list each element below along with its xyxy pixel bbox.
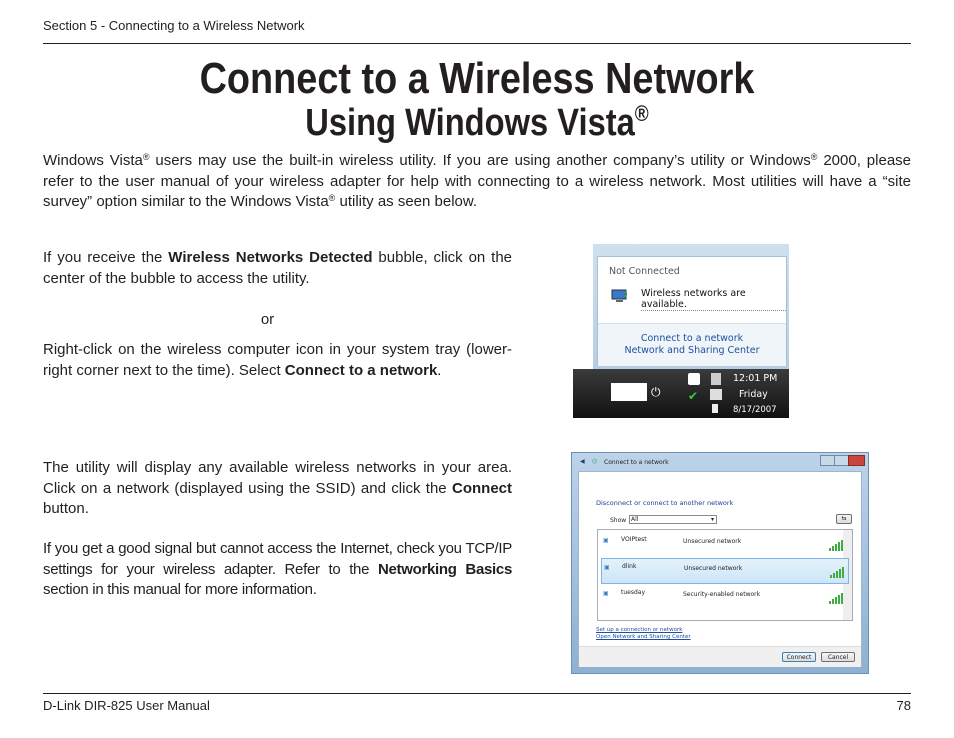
step1-paragraph2: Right-click on the wireless computer icon in your system tray (lower-right corner next to the time). Select Connect to a network. (43, 341, 512, 379)
computer-icon: ▣ (604, 564, 610, 571)
refresh-button[interactable]: ⇆ (836, 514, 852, 524)
tray-date: 8/17/2007 (733, 405, 777, 415)
wireless-tray-icon[interactable] (710, 389, 722, 400)
network-row-voiptest[interactable] (601, 532, 849, 558)
network-sharing-center-link[interactable]: Network and Sharing Center (624, 345, 760, 356)
footer-rule (43, 693, 911, 694)
network-security: Security-enabled network (683, 591, 761, 598)
page-subtitle: Using Windows Vista® (305, 101, 649, 144)
dialog-heading: Disconnect or connect to another network (596, 499, 734, 507)
step1-paragraph1: If you receive the Wireless Networks Detected bubble, click on the center of the bubble to access the utility. (43, 249, 513, 287)
section-header: Section 5 - Connecting to a Wireless Network (43, 18, 305, 33)
page-title: Connect to a Wireless Network (199, 54, 755, 103)
network-icon: ⌬ (592, 458, 598, 465)
show-dropdown[interactable]: All ▾ (629, 515, 717, 524)
tray-icon-1[interactable] (688, 373, 700, 385)
step2-paragraph1: The utility will display any available wireless networks in your area. Click on a network (displayed using the SSID) and click the Connect button. (43, 459, 512, 517)
setup-connection-link[interactable]: Set up a connection or network (596, 627, 683, 633)
network-ssid: tuesday (621, 589, 646, 596)
wireless-balloon[interactable] (597, 256, 787, 366)
balloon-message[interactable]: Wireless networks are available. (641, 288, 786, 311)
close-button[interactable] (848, 455, 865, 466)
show-label: Show (610, 517, 627, 524)
tray-time: 12:01 PM (733, 373, 778, 384)
network-ssid: VOIPtest (621, 536, 647, 543)
tray-icon-2[interactable] (711, 373, 721, 385)
network-row-dlink[interactable] (601, 558, 849, 584)
cancel-button[interactable]: Cancel (821, 652, 855, 662)
registered-mark: ® (634, 101, 649, 126)
signal-strength-icon (829, 540, 843, 551)
window-pane (578, 471, 862, 667)
signal-strength-icon (830, 567, 844, 578)
signal-strength-icon (829, 593, 843, 604)
chevron-down-icon: ▾ (710, 516, 714, 523)
shield-check-icon[interactable]: ✔ (688, 389, 699, 403)
network-ssid: dlink (622, 563, 637, 570)
wireless-computer-icon (610, 288, 630, 304)
page-number: 78 (896, 698, 911, 713)
computer-icon: ▣ (603, 537, 609, 544)
intro-paragraph: Windows Vista® users may use the built-in wireless utility. If you are using another company’s utility or Windows® 2000, please refer to the user manual of your wireless adapter for help with connecting to a wireless network. Most utilities will have a “site survey” option similar to the Windows Vista® utility as seen below. (43, 152, 912, 210)
taskbar-tray (573, 369, 789, 418)
computer-icon: ▣ (603, 590, 609, 597)
power-plug-icon: ⏻ (651, 385, 661, 399)
connect-to-network-link[interactable]: Connect to a network (640, 333, 744, 344)
screenshot-notification-balloon (573, 244, 789, 418)
network-row-tuesday[interactable] (601, 585, 849, 611)
back-arrow-icon[interactable]: ◀ (580, 458, 585, 465)
footer-manual-name: D-Link DIR-825 User Manual (43, 698, 210, 713)
maximize-button[interactable] (834, 455, 849, 466)
tray-blank (611, 383, 647, 401)
screenshot-connect-window (571, 452, 869, 674)
speaker-icon[interactable] (712, 404, 718, 413)
step2-paragraph2: If you get a good signal but cannot access the Internet, check you TCP/IP settings for your wireless adapter. Refer to the Networking Basics section in this manual for more information. (43, 540, 512, 598)
connect-button[interactable]: Connect (782, 652, 816, 662)
window-title: Connect to a network (604, 459, 669, 466)
or-text: or (260, 311, 275, 328)
minimize-button[interactable] (820, 455, 835, 466)
tray-day: Friday (739, 389, 768, 400)
header-rule (43, 43, 911, 44)
open-sharing-center-link[interactable]: Open Network and Sharing Center (596, 634, 691, 640)
network-security: Unsecured network (683, 538, 742, 545)
balloon-status: Not Connected (609, 266, 680, 277)
network-security: Unsecured network (684, 565, 743, 572)
